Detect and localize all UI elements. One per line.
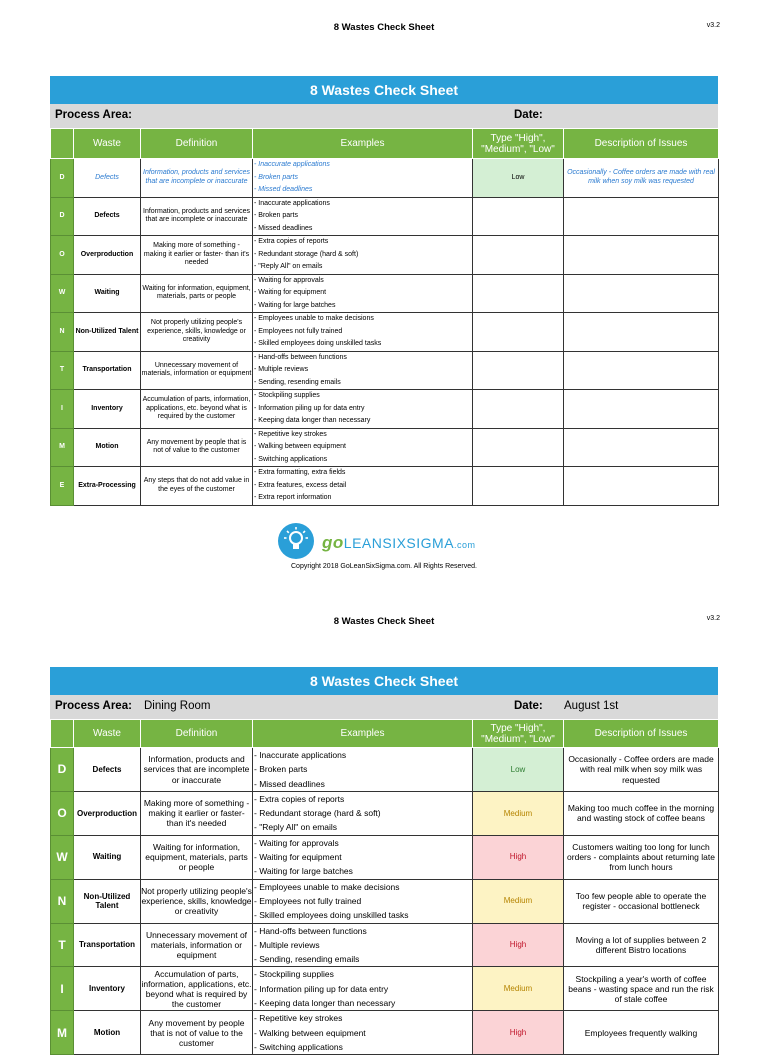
waste-examples	[253, 197, 473, 236]
document-header-title: 8 Wastes Check Sheet	[333, 616, 435, 627]
waste-examples	[253, 236, 473, 275]
waste-letter: N	[51, 879, 74, 923]
table-row	[51, 835, 719, 879]
issue-description-cell[interactable]	[564, 197, 719, 236]
table-header-row	[51, 129, 719, 159]
logo-wordmark: goLEANSIXSIGMA.com	[322, 533, 476, 552]
example-item: - Inaccurate applications	[254, 161, 330, 168]
example-item: - Employees unable to make decisions	[254, 315, 374, 322]
process-area-row	[50, 695, 718, 719]
date-value[interactable]: August 1st	[564, 700, 619, 712]
example-item: - Switching applications	[254, 1041, 343, 1052]
issue-description-cell[interactable]: Occasionally - Coffee orders are made with real milk when soy milk was requested	[564, 748, 719, 792]
table-row	[51, 274, 719, 313]
table-row	[51, 390, 719, 429]
wastes-table	[50, 719, 719, 1055]
waste-name: Inventory	[74, 390, 141, 429]
waste-examples	[253, 351, 473, 390]
waste-name: Overproduction	[74, 791, 141, 835]
waste-letter: O	[51, 791, 74, 835]
issue-description-cell[interactable]	[564, 274, 719, 313]
issue-description-cell[interactable]	[564, 428, 719, 467]
waste-letter: D	[51, 748, 74, 792]
description-column-header: Description of Issues	[564, 129, 719, 159]
process-area-label: Process Area:	[55, 109, 132, 121]
waste-examples	[253, 428, 473, 467]
sheet-title-banner: 8 Wastes Check Sheet	[50, 76, 718, 104]
waste-name: Defects	[74, 159, 141, 198]
process-area-value[interactable]: Dining Room	[144, 700, 211, 712]
waste-examples	[253, 390, 473, 429]
waste-definition: Waiting for information, equipment, materials, parts or people	[141, 274, 253, 313]
example-item: - Employees not fully trained	[254, 895, 362, 906]
table-row	[51, 351, 719, 390]
waste-name: Inventory	[74, 967, 141, 1011]
example-item: - "Reply All" on emails	[254, 822, 338, 833]
page-filled-example	[0, 594, 768, 1052]
table-row	[51, 791, 719, 835]
waste-definition: Unnecessary movement of materials, information or equipment	[141, 351, 253, 390]
example-item: - Waiting for large batches	[254, 301, 336, 309]
waste-column-header: Waste	[74, 129, 141, 159]
definition-column-header: Definition	[141, 720, 253, 748]
waste-definition: Accumulation of parts, information, applications, etc. beyond what is required by the customer	[141, 390, 253, 429]
waste-name: Transportation	[74, 351, 141, 390]
issue-description-cell[interactable]	[564, 467, 719, 506]
letter-column-header	[51, 129, 74, 159]
waste-name: Motion	[74, 428, 141, 467]
example-item: - Information piling up for data entry	[254, 983, 389, 994]
waste-examples	[253, 313, 473, 352]
waste-letter: N	[51, 313, 74, 352]
waste-letter: W	[51, 274, 74, 313]
type-column-header: Type "High", "Medium", "Low"	[473, 129, 564, 159]
example-item: - Extra formatting, extra fields	[254, 469, 346, 476]
example-item: - Hand-offs between functions	[254, 925, 367, 936]
waste-examples	[253, 791, 473, 835]
example-item: - Missed deadlines	[254, 186, 313, 193]
waste-name: Non-Utilized Talent	[74, 313, 141, 352]
waste-definition: Any movement by people that is not of value to the customer	[141, 1011, 253, 1055]
check-sheet-blank	[50, 76, 718, 506]
waste-letter: M	[51, 1011, 74, 1055]
example-item: - Waiting for equipment	[254, 289, 327, 296]
issue-description-cell[interactable]: Stockpiling a year's worth of coffee beans - wasting space and run the risk of stale coffee	[564, 967, 719, 1011]
document-header-title: 8 Wastes Check Sheet	[333, 22, 435, 33]
example-item: - Waiting for approvals	[254, 276, 324, 284]
example-item: - Missed deadlines	[254, 224, 313, 232]
example-item: - Sending, resending emails	[254, 954, 360, 965]
waste-letter: T	[51, 923, 74, 967]
waste-examples	[253, 467, 473, 506]
example-item: - Repetitive key strokes	[254, 1013, 343, 1024]
issue-description-cell[interactable]: Occasionally - Coffee orders are made with real milk when soy milk was requested	[564, 159, 719, 198]
example-item: - Stockpiling supplies	[254, 392, 320, 399]
waste-examples	[253, 835, 473, 879]
table-row	[51, 236, 719, 275]
type-rating-cell[interactable]: High	[473, 923, 564, 967]
issue-description-cell[interactable]: Moving a lot of supplies between 2 different Bistro locations	[564, 923, 719, 967]
issue-description-cell[interactable]	[564, 236, 719, 275]
waste-letter: T	[51, 351, 74, 390]
example-item: - Sending, resending emails	[254, 378, 341, 386]
issue-description-cell[interactable]: Customers waiting too long for lunch orders - complaints about returning late from lunch hours	[564, 835, 719, 879]
example-item: - Information piling up for data entry	[254, 404, 365, 412]
example-item: - Waiting for approvals	[254, 837, 339, 848]
table-row	[51, 159, 719, 198]
definition-column-header: Definition	[141, 129, 253, 159]
issue-description-cell[interactable]: Employees frequently walking	[564, 1011, 719, 1055]
table-row	[51, 197, 719, 236]
example-item: - Extra copies of reports	[254, 793, 345, 804]
waste-definition: Waiting for information, equipment, materials, parts or people	[141, 835, 253, 879]
waste-definition: Making more of something - making it earlier or faster- than it's needed	[141, 236, 253, 275]
type-rating-cell[interactable]	[473, 313, 564, 352]
type-rating-cell[interactable]: Low	[473, 159, 564, 198]
example-item: - Skilled employees doing unskilled tasks	[254, 910, 409, 921]
letter-column-header	[51, 720, 74, 748]
waste-examples	[253, 274, 473, 313]
example-item: - Waiting for large batches	[254, 866, 353, 877]
example-item: - Walking between equipment	[254, 1027, 366, 1038]
waste-examples	[253, 923, 473, 967]
type-rating-cell[interactable]	[473, 428, 564, 467]
waste-name: Extra-Processing	[74, 467, 141, 506]
examples-column-header: Examples	[253, 129, 473, 159]
waste-letter: O	[51, 236, 74, 275]
example-item: - Repetitive key strokes	[254, 430, 327, 438]
waste-letter: D	[51, 197, 74, 236]
table-row	[51, 923, 719, 967]
example-item: - Inaccurate applications	[254, 750, 347, 760]
date-label: Date:	[514, 700, 543, 712]
example-item: - Broken parts	[254, 764, 308, 775]
example-item: - Skilled employees doing unskilled tasks	[254, 340, 382, 347]
waste-letter: E	[51, 467, 74, 506]
example-item: - Hand-offs between functions	[254, 353, 347, 361]
waste-definition: Information, products and services that are incomplete or inaccurate	[141, 197, 253, 236]
copyright-notice: Copyright 2018 GoLeanSixSigma.com. All Rights Reserved.	[291, 563, 477, 570]
waste-name: Overproduction	[74, 236, 141, 275]
table-row	[51, 967, 719, 1011]
type-column-header: Type "High", "Medium", "Low"	[473, 720, 564, 748]
example-item: - Keeping data longer than necessary	[254, 417, 371, 424]
waste-definition: Not properly utilizing people's experience, skills, knowledge or creativity	[141, 313, 253, 352]
example-item: - Extra copies of reports	[254, 238, 329, 245]
issue-description-cell[interactable]: Too few people able to operate the register - occasional bottleneck	[564, 879, 719, 923]
type-rating-cell[interactable]	[473, 274, 564, 313]
waste-definition: Making more of something - making it earlier or faster- than it's needed	[141, 791, 253, 835]
example-item: - Employees unable to make decisions	[254, 881, 400, 892]
waste-definition: Any steps that do not add value in the eyes of the customer	[141, 467, 253, 506]
waste-definition: Any movement by people that is not of value to the customer	[141, 428, 253, 467]
type-rating-cell[interactable]	[473, 351, 564, 390]
waste-definition: Not properly utilizing people's experience, skills, knowledge or creativity	[141, 879, 253, 923]
wastes-table	[50, 128, 719, 506]
example-item: - Broken parts	[254, 212, 298, 219]
table-row	[51, 748, 719, 792]
type-rating-cell[interactable]	[473, 197, 564, 236]
process-area-row	[50, 104, 718, 128]
waste-column-header: Waste	[74, 720, 141, 748]
waste-name: Defects	[74, 197, 141, 236]
issue-description-cell[interactable]: Making too much coffee in the morning and wasting stock of coffee beans	[564, 791, 719, 835]
type-rating-cell[interactable]: Medium	[473, 791, 564, 835]
table-row	[51, 428, 719, 467]
type-rating-cell[interactable]	[473, 236, 564, 275]
waste-letter: M	[51, 428, 74, 467]
example-item: - Switching applications	[254, 455, 328, 463]
waste-name: Waiting	[74, 835, 141, 879]
example-item: - Employees not fully trained	[254, 327, 343, 335]
example-item: - Missed deadlines	[254, 778, 325, 789]
example-item: - Redundant storage (hard & soft)	[254, 808, 381, 819]
waste-letter: I	[51, 967, 74, 1011]
waste-examples	[253, 1011, 473, 1055]
waste-letter: I	[51, 390, 74, 429]
issue-description-cell[interactable]	[564, 313, 719, 352]
waste-examples	[253, 748, 473, 792]
type-rating-cell[interactable]	[473, 390, 564, 429]
examples-column-header: Examples	[253, 720, 473, 748]
waste-definition: Information, products and services that are incomplete or inaccurate	[141, 748, 253, 792]
table-row	[51, 313, 719, 352]
waste-definition: Information, products and services that are incomplete or inaccurate	[141, 159, 253, 198]
type-rating-cell[interactable]	[473, 467, 564, 506]
table-header-row	[51, 720, 719, 748]
table-row	[51, 1011, 719, 1055]
example-item: - Broken parts	[254, 173, 298, 181]
waste-name: Non-Utilized Talent	[74, 879, 141, 923]
example-item: - Inaccurate applications	[254, 199, 330, 207]
example-item: - Waiting for equipment	[254, 852, 342, 863]
table-row	[51, 467, 719, 506]
goleansixsigma-logo	[278, 523, 498, 559]
type-rating-cell[interactable]: Medium	[473, 967, 564, 1011]
description-column-header: Description of Issues	[564, 720, 719, 748]
version-label: v3.2	[706, 615, 720, 622]
waste-name: Defects	[74, 748, 141, 792]
check-sheet-filled	[50, 667, 718, 1055]
example-item: - Redundant storage (hard & soft)	[254, 250, 359, 258]
waste-letter: D	[51, 159, 74, 198]
date-label: Date:	[514, 109, 543, 121]
example-item: - "Reply All" on emails	[254, 263, 323, 270]
sheet-title-banner: 8 Wastes Check Sheet	[50, 667, 718, 695]
waste-letter: W	[51, 835, 74, 879]
type-rating-cell[interactable]: Medium	[473, 879, 564, 923]
example-item: - Extra features, excess detail	[254, 481, 347, 489]
example-item: - Multiple reviews	[254, 939, 320, 950]
waste-examples	[253, 879, 473, 923]
waste-definition: Accumulation of parts, information, applications, etc. beyond what is required by the customer	[141, 968, 252, 1010]
example-item: - Walking between equipment	[254, 443, 346, 450]
issue-description-cell[interactable]	[564, 351, 719, 390]
process-area-label: Process Area:	[55, 700, 132, 712]
issue-description-cell[interactable]	[564, 390, 719, 429]
waste-definition: Unnecessary movement of materials, information or equipment	[141, 923, 253, 967]
type-rating-cell[interactable]: High	[473, 1011, 564, 1055]
waste-examples	[253, 967, 473, 1011]
type-rating-cell[interactable]: High	[473, 835, 564, 879]
example-item: - Keeping data longer than necessary	[254, 998, 396, 1009]
waste-name: Waiting	[74, 274, 141, 313]
example-item: - Stockpiling supplies	[254, 969, 334, 980]
example-item: - Multiple reviews	[254, 366, 309, 373]
type-rating-cell[interactable]: Low	[473, 748, 564, 792]
waste-name: Motion	[74, 1011, 141, 1055]
waste-name: Transportation	[74, 923, 141, 967]
example-item: - Extra report information	[254, 494, 332, 501]
waste-examples	[253, 159, 473, 198]
lightbulb-icon	[278, 523, 314, 559]
version-label: v3.2	[706, 22, 720, 29]
table-row	[51, 879, 719, 923]
